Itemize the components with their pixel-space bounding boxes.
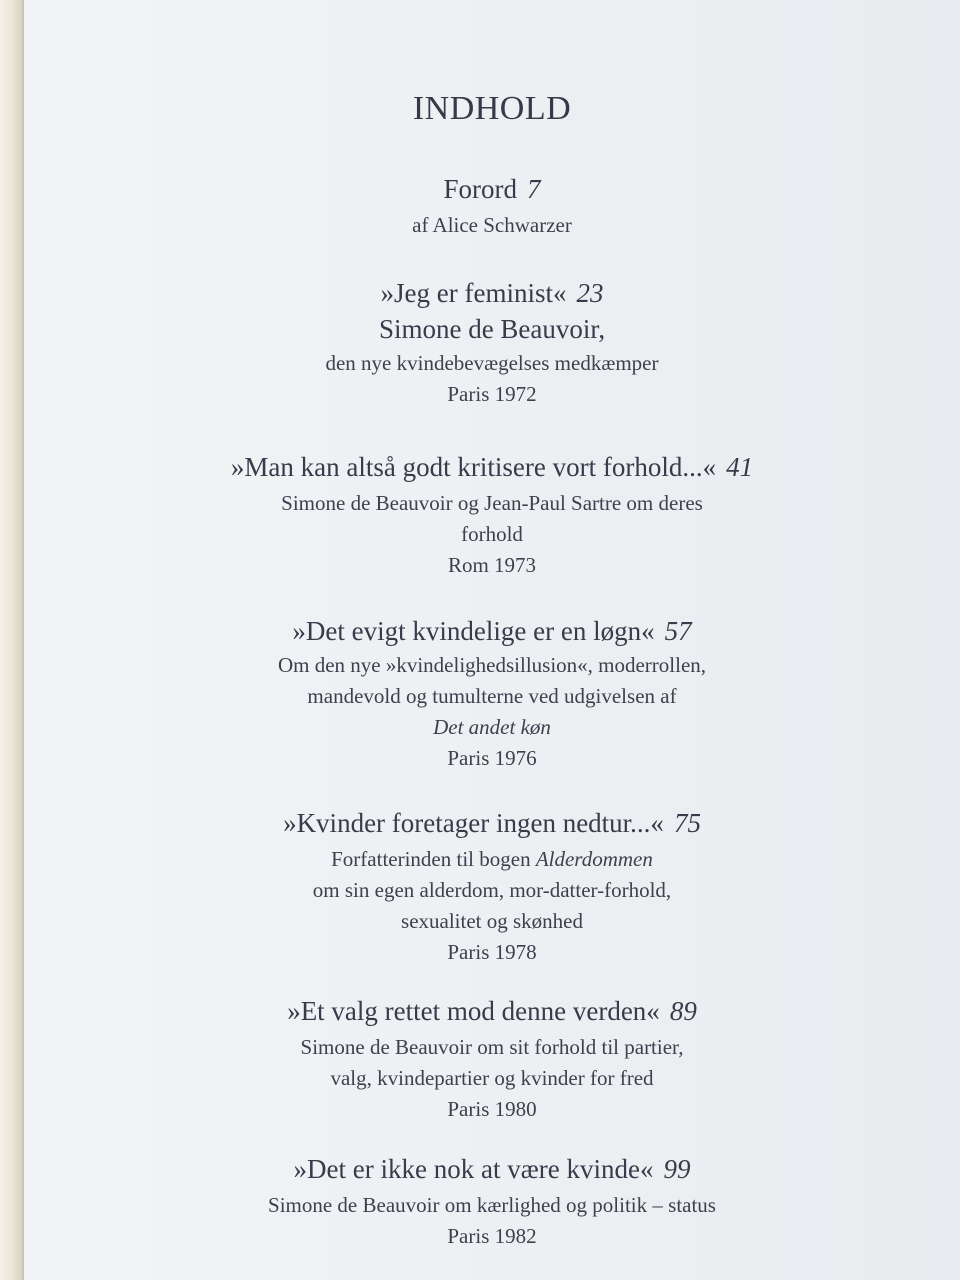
entry-line-book-title: Det andet køn bbox=[433, 715, 551, 739]
book-title: Alderdommen bbox=[535, 847, 653, 871]
entry-line: Simone de Beauvoir og Jean-Paul Sartre om deres bbox=[281, 491, 703, 515]
entry-subtitle: Simone de Beauvoir, bbox=[378, 314, 606, 344]
entry-line: om sin egen alderdom, mor-datter-forhold, bbox=[312, 878, 672, 902]
book-gutter bbox=[0, 0, 22, 1280]
entry-line: mandevold og tumulterne ved udgivelsen af bbox=[307, 684, 677, 708]
toc-entry-et-valg bbox=[24, 994, 960, 1125]
entry-line: valg, kvindepartier og kvinder for fred bbox=[330, 1066, 654, 1090]
page-number: 99 bbox=[663, 1154, 691, 1184]
page-title: INDHOLD bbox=[412, 90, 572, 127]
page-number: 41 bbox=[726, 452, 754, 482]
toc-entry-man-kan-altsaa bbox=[24, 450, 960, 581]
entry-title: »Kvinder foretager ingen nedtur...« 75 bbox=[283, 808, 701, 838]
entry-line: Simone de Beauvoir om sit forhold til partier, bbox=[300, 1035, 684, 1059]
entry-line: forhold bbox=[461, 522, 523, 546]
entry-line: sexualitet og skønhed bbox=[401, 909, 583, 933]
table-of-contents bbox=[24, 0, 960, 1280]
entry-line: Forfatterinden til bogen Alderdommen bbox=[331, 847, 653, 871]
toc-entry-forord bbox=[24, 172, 960, 241]
page-number: 23 bbox=[576, 278, 604, 308]
entry-title: »Det evigt kvindelige er en løgn« 57 bbox=[292, 616, 692, 646]
entry-title: »Jeg er feminist« 23 bbox=[380, 278, 604, 308]
entry-line: Om den nye »kvindelighedsillusion«, moderrollen, bbox=[277, 653, 707, 677]
page-number: 57 bbox=[664, 616, 692, 646]
entry-line: Paris 1982 bbox=[447, 1224, 537, 1248]
entry-line: Paris 1972 bbox=[447, 382, 537, 406]
entry-title: »Et valg rettet mod denne verden« 89 bbox=[287, 996, 697, 1026]
page-number: 7 bbox=[527, 174, 541, 204]
entry-line: Simone de Beauvoir om kærlighed og politik – status bbox=[268, 1193, 716, 1217]
entry-title: »Det er ikke nok at være kvinde« 99 bbox=[293, 1154, 691, 1184]
entry-line: den nye kvindebevægelses medkæmper bbox=[325, 351, 659, 375]
toc-entry-det-evigt-kvindelige bbox=[24, 614, 960, 774]
entry-line: af Alice Schwarzer bbox=[412, 213, 572, 237]
entry-line: Paris 1976 bbox=[447, 746, 537, 770]
entry-line: Paris 1978 bbox=[447, 940, 537, 964]
toc-entry-kvinder-foretager bbox=[24, 806, 960, 968]
page-number: 89 bbox=[669, 996, 697, 1026]
entry-line: Rom 1973 bbox=[447, 553, 537, 577]
toc-entry-jeg-er-feminist bbox=[24, 276, 960, 410]
entry-line: Paris 1980 bbox=[447, 1097, 537, 1121]
toc-entry-det-er-ikke-nok bbox=[24, 1152, 960, 1252]
entry-title: »Man kan altså godt kritisere vort forhold...« 41 bbox=[230, 452, 754, 482]
entry-title: Forord 7 bbox=[443, 174, 541, 204]
page-number: 75 bbox=[673, 808, 701, 838]
